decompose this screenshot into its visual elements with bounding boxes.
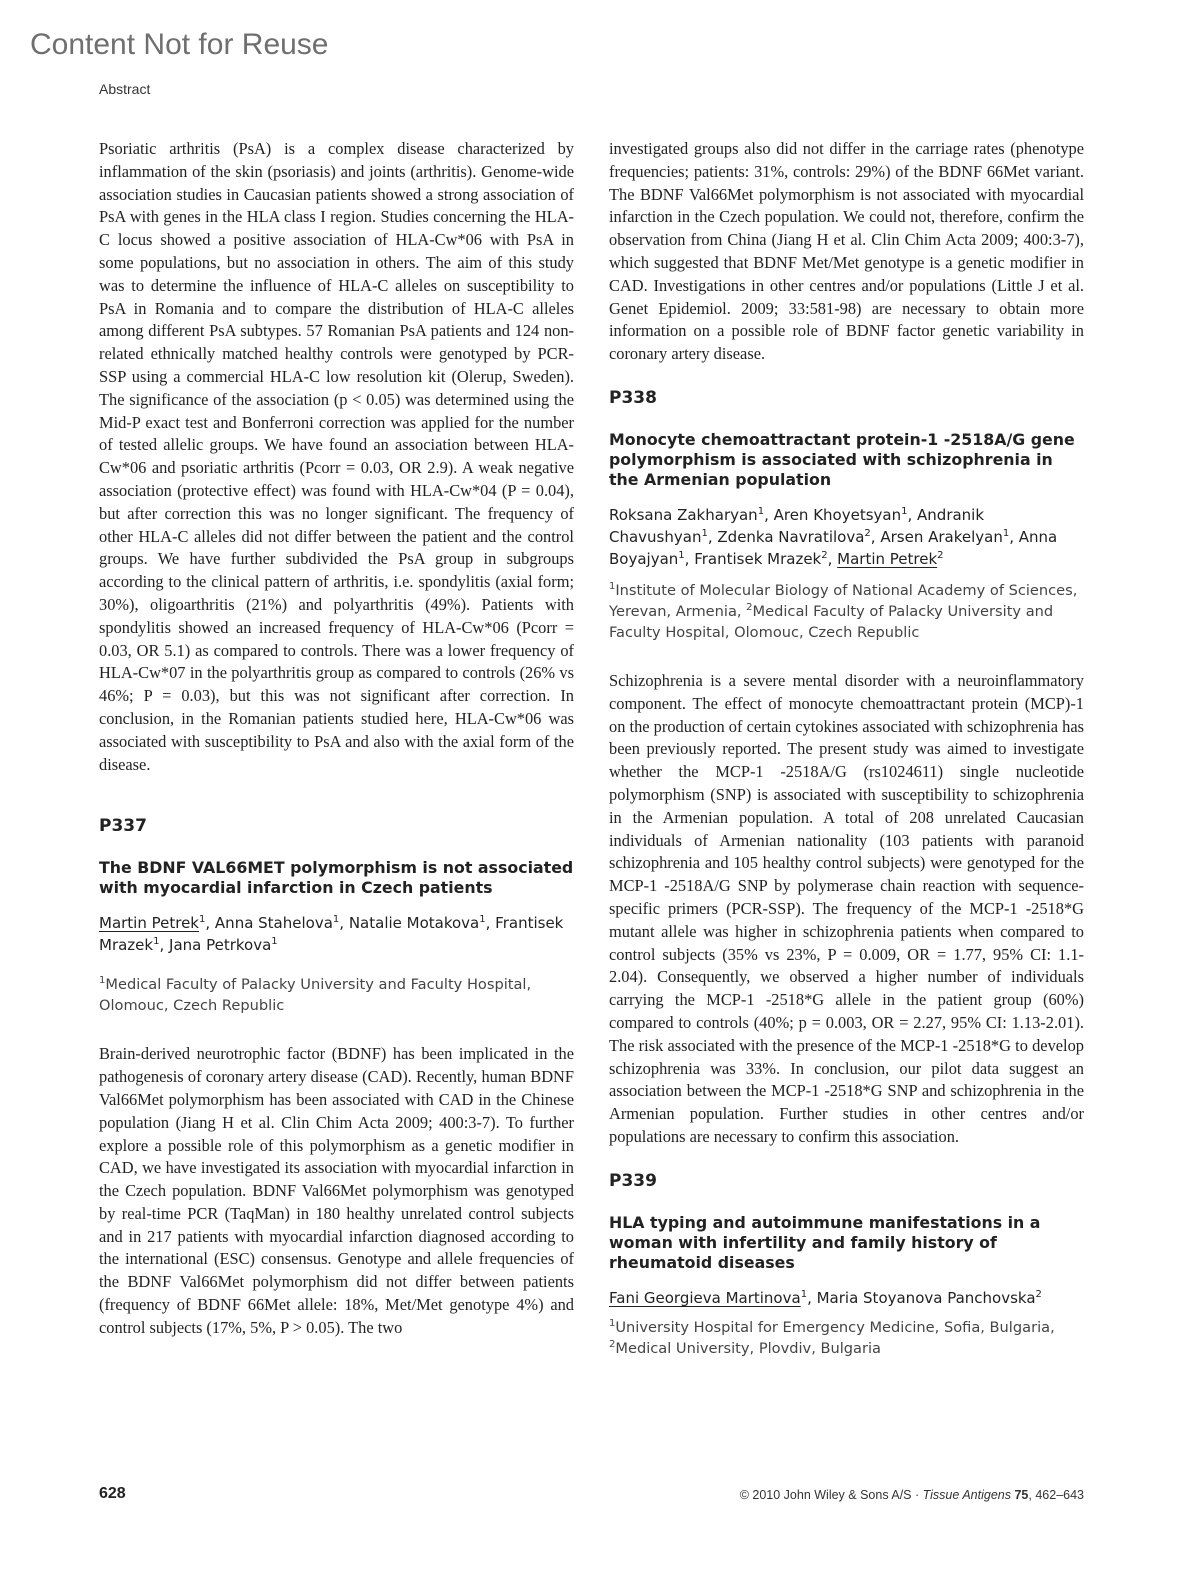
p339-authors: Fani Georgieva Martinova$^1$, Maria Stoyanova Panchovska$^2$ xyxy=(609,1288,1042,1307)
p337-authors: Martin Petrek$^1$, Anna Stahelova$^1$, Natalie Motakova$^1$, Frantisek Mrazek$^1$, Jana Petrkova$^1$ xyxy=(99,914,564,955)
p338-id: P338 xyxy=(609,387,657,408)
author-name: Andranik Chavushyan xyxy=(609,505,985,546)
footer-journal: Tissue Antigens xyxy=(922,1488,1011,1502)
author-affiliation-mark: 1 xyxy=(757,505,765,517)
watermark: Content Not for Reuse xyxy=(30,28,329,61)
affiliation-mark: 2 xyxy=(609,1338,616,1350)
author-affiliation-mark: 1 xyxy=(479,914,486,926)
p337-title: The BDNF VAL66MET polymorphism is not associated with myocardial infarction in Czech patients xyxy=(99,858,574,898)
p339-affiliations xyxy=(609,1317,1084,1359)
p338-title: Monocyte chemoattractant protein-1 -2518A/G gene polymorphism is associated with schizophrenia in the Armenian population xyxy=(609,429,1075,489)
author-affiliation-mark: 1 xyxy=(1002,527,1010,539)
p337-affiliations xyxy=(99,974,574,1016)
p338-authors: Roksana Zakharyan$^1$, Aren Khoyetsyan$^1$, Andranik Chavushyan$^1$, Zdenka Navratilova$^2$, Arsen Arakelyan$^1$, Anna Boyajyan$^1$, Frantisek Mrazek$^2$, Martin Petrek$^2$ xyxy=(609,505,1058,568)
affiliation-mark: 1 xyxy=(609,1317,616,1329)
author-name: Martin Petrek xyxy=(837,549,938,568)
affiliation-mark: 2 xyxy=(746,602,753,614)
author-name: Anna Stahelova xyxy=(214,914,333,933)
p337-id: P337 xyxy=(99,816,147,837)
author-name: Frantisek Mrazek xyxy=(99,914,564,955)
affiliation-text: Medical University, Plovdiv, Bulgaria xyxy=(615,1339,881,1357)
affiliation-text: University Hospital for Emergency Medicine, Sofia, Bulgaria, xyxy=(615,1318,1055,1336)
author-name: Anna Boyajyan xyxy=(609,527,1058,568)
footer-citation xyxy=(740,1488,1084,1502)
author-affiliation-mark: 1 xyxy=(678,549,685,561)
author-affiliation-mark: 2 xyxy=(864,527,871,539)
p338-affiliations xyxy=(609,580,1084,643)
author-name: Jana Petrkova xyxy=(169,936,272,955)
p337-body-right: investigated groups also did not differ in the carriage rates (phenotype frequencies; patients: 31%, controls: 29%) of the BDNF 66Met variant. The BDNF Val66Met polymorphism is not associated with myocardial infarction in the Czech population. We could not, therefore, confirm the observation from China (Jiang H et al. Clin Chim Acta 2009; 400:3-7), which suggested that BDNF Met/Met genotype is a genetic modifier in CAD. Investigations in other centres and/or populations (Little J et al. Genet Epidemiol. 2009; 33:581-98) are necessary to obtain more information on a possible role of BDNF factor genetic variability in coronary artery disease. xyxy=(609,139,1084,364)
author-affiliation-mark: 1 xyxy=(901,505,908,517)
author-affiliation-mark: 2 xyxy=(937,549,944,561)
author-name: Natalie Motakova xyxy=(348,914,480,933)
left-column xyxy=(99,138,574,1340)
p337-body-left: Brain-derived neurotrophic factor (BDNF) has been implicated in the pathogenesis of coronary artery disease (CAD). Recently, human BDNF Val66Met polymorphism has been associated with CAD in the Chinese population (Jiang H et al. Clin Chim Acta 2009; 400:3-7). To further explore a possible role of this polymorphism as a genetic modifier in CAD, we have investigated its association with myocardial infarction in the Czech population. BDNF Val66Met polymorphism was genotyped by real-time PCR (TaqMan) in 180 healthy unrelated control subjects and in 217 patients with myocardial infarction diagnosed according to the international (ESC) consensus. Genotype and allele frequencies of the BDNF Val66Met polymorphism did not differ between patients (frequency of BDNF 66Met allele: 18%, Met/Met genotype 4%) and control subjects (17%, 5%, P > 0.05). The two xyxy=(99,1044,574,1337)
affiliation-text: Medical Faculty of Palacky University and Faculty Hospital, Olomouc, Czech Republic xyxy=(99,976,532,1015)
p339-id: P339 xyxy=(609,1170,657,1191)
author-affiliation-mark: 2 xyxy=(1035,1288,1042,1300)
affiliation-mark: 1 xyxy=(609,581,616,593)
author-name: Fani Georgieva Martinova xyxy=(609,1288,801,1307)
author-affiliation-mark: 1 xyxy=(199,914,206,926)
right-column xyxy=(609,138,1084,1359)
section-label: Abstract xyxy=(99,81,151,97)
author-name: Martin Petrek xyxy=(99,914,199,933)
author-affiliation-mark: 1 xyxy=(701,527,708,539)
author-name: Maria Stoyanova Panchovska xyxy=(816,1288,1036,1307)
author-affiliation-mark: 1 xyxy=(153,936,160,948)
author-affiliation-mark: 1 xyxy=(332,914,340,926)
footer-pages: , 462–643 xyxy=(1028,1488,1084,1502)
author-affiliation-mark: 1 xyxy=(271,936,278,948)
author-affiliation-mark: 2 xyxy=(821,549,828,561)
author-name: Frantisek Mrazek xyxy=(694,549,822,568)
affiliation-mark: 1 xyxy=(99,975,106,987)
footer-copyright: © 2010 John Wiley & Sons A/S · xyxy=(739,1488,923,1502)
author-name: Zdenka Navratilova xyxy=(717,527,865,546)
author-name: Roksana Zakharyan xyxy=(609,505,758,524)
p336-body: Psoriatic arthritis (PsA) is a complex disease characterized by inflammation of the skin (psoriasis) and joints (arthritis). Genome-wide association studies in Caucasian patients showed a strong association of PsA with genes in the HLA class I region. Studies concerning the HLA-C locus showed a positive association of HLA-Cw*06 with PsA in some populations, but no association in others. The aim of this study was to determine the influence of HLA-C alleles on susceptibility to PsA in Romania and to compare the distribution of HLA-C alleles among different PsA subtypes. 57 Romanian PsA patients and 124 non-related ethnically matched healthy controls were genotyped by PCR-SSP using a commercial HLA-C low resolution kit (Olerup, Sweden). The significance of the association (p < 0.05) was determined using the Mid-P exact test and Bonferroni correction was applied for the number of tested allelic groups. We have found an association between HLA-Cw*06 and psoriatic arthritis (Pcorr = 0.03, OR 2.9). A weak negative association (protective effect) was found with HLA-Cw*04 (P = 0.04), but after correction this was no longer significant. The frequency of other HLA-C alleles did not differ between the patient and the control groups. We have further subdivided the PsA group in subgroups according to the clinical pattern of arthritis, i.e. spondylitis (axial form; 30%), oligoarthritis (21%) and polyarthritis (49%). Patients with spondylitis showed an increased frequency of HLA-Cw*06 (Pcorr = 0.03, OR 5.1) as compared to controls. There was a lower frequency of HLA-Cw*07 in the polyarthritis group as compared to controls (26% vs 46%; P = 0.03), but this was not significant after correction. In conclusion, in the Romanian patients studied here, HLA-Cw*06 was associated with susceptibility to PsA and also with the axial form of the disease. xyxy=(99,139,574,774)
affiliation-text: Institute of Molecular Biology of National Academy of Sciences, Yerevan, Armenia, xyxy=(609,581,1078,620)
author-name: Aren Khoyetsyan xyxy=(773,505,902,524)
p339-title: HLA typing and autoimmune manifestations in a woman with infertility and family history of rheumatoid diseases xyxy=(609,1212,1041,1272)
footer-volume: 75 xyxy=(1014,1488,1029,1502)
author-name: Arsen Arakelyan xyxy=(880,527,1003,546)
author-affiliation-mark: 1 xyxy=(800,1288,808,1300)
p338-body: Schizophrenia is a severe mental disorder with a neuroinflammatory component. The effect of monocyte chemoattractant protein (MCP)-1 on the production of certain cytokines associated with schizophrenia has been previously reported. The present study was aimed to investigate whether the MCP-1 -2518A/G (rs1024611) single nucleotide polymorphism (SNP) is associated with susceptibility to schizophrenia in the Armenian population. A total of 208 unrelated Caucasian individuals of Armenian nationality (103 patients with paranoid schizophrenia and 105 healthy control subjects) were genotyped for the MCP-1 -2518A/G SNP by polymerase chain reaction with sequence-specific primers (PCR-SSP). The frequency of the MCP-1 -2518*G mutant allele was higher in schizophrenia patients when compared to control subjects (35% vs 23%, P = 0.009, OR = 1.77, 95% CI: 1.1-2.04). Consequently, we observed a higher number of individuals carrying the MCP-1 -2518*G allele in the patient group (60%) compared to controls (40%; p = 0.003, OR = 2.27, 95% CI: 1.13-2.01). The risk associated with the presence of the MCP-1 -2518*G to develop schizophrenia was 33%. In conclusion, our pilot data suggest an association between the MCP-1 -2518*G SNP and schizophrenia in the Armenian population. Further studies in other centres and/or populations are necessary to confirm this association. xyxy=(609,670,1084,1146)
affiliation-text: Medical Faculty of Palacky University and Faculty Hospital, Olomouc, Czech Republic xyxy=(609,602,1054,641)
page-number: 628 xyxy=(99,1485,126,1502)
